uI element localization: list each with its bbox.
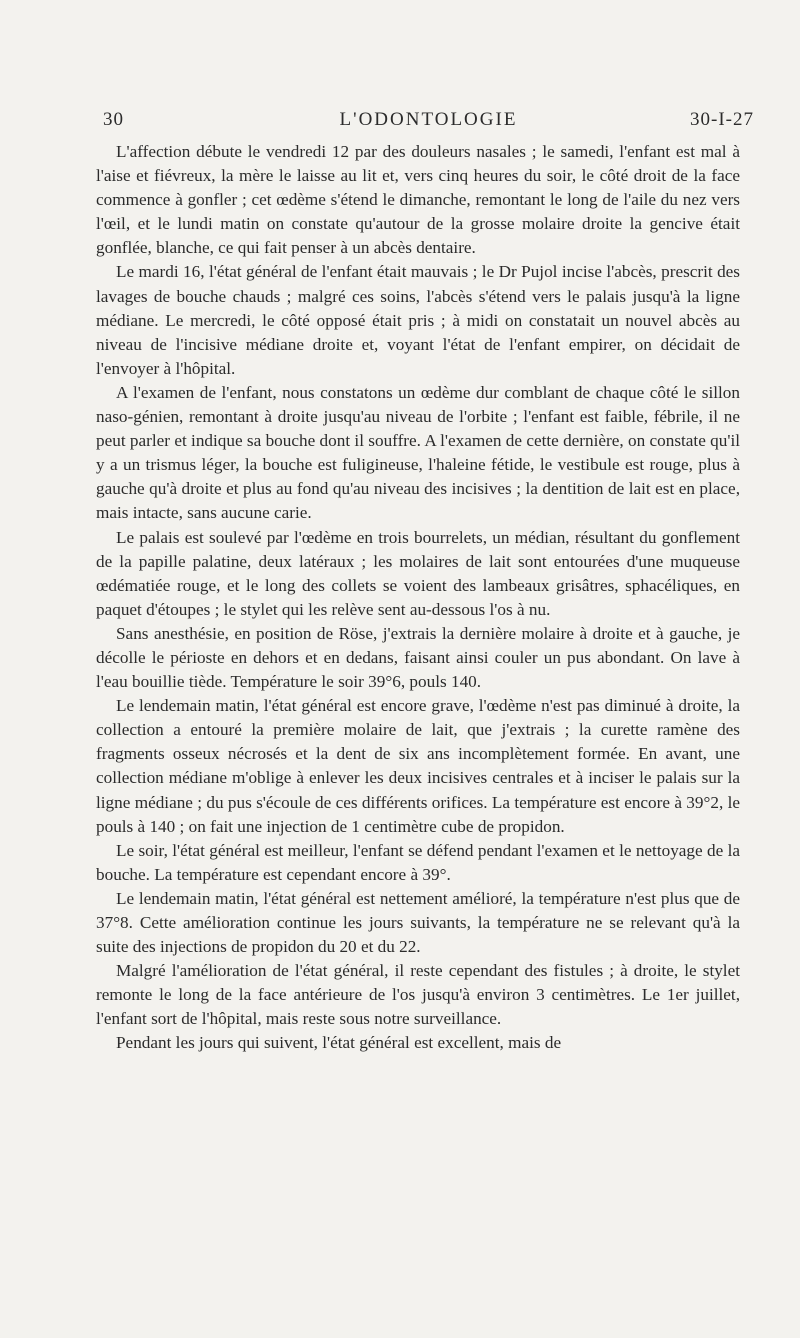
paragraph: Le lendemain matin, l'état général est nettement amélioré, la température n'est plus que de 37°8. Cette amélioration continue les jours suivants, la température ne se relevant qu'à la suite des injections de propidon du 20 et du 22. <box>96 888 740 957</box>
article-body <box>96 140 740 1056</box>
paragraph: Sans anesthésie, en position de Röse, j'extrais la dernière molaire à droite et à gauche, je décolle le périoste en dehors et en dedans, faisant ainsi couler un pus abondant. On lave à l'eau bouillie tiède. Température le soir 39°6, pouls 140. <box>96 623 740 692</box>
paragraph: Le lendemain matin, l'état général est encore grave, l'œdème n'est pas diminué à droite, la collection a entouré la première molaire de lait, que j'extrais ; la curette ramène des fragments osseux nécrosés et la dent de six ans incomplètement formée. En avant, une collection médiane m'oblige à enlever les deux incisives centrales et à inciser le palais sur la ligne médiane ; du pus s'écoule de ces différents orifices. La température est encore à 39°2, le pouls à 140 ; on fait une injection de 1 centimètre cube de propidon. <box>96 696 740 836</box>
running-title: L'ODONTOLOGIE <box>339 109 518 130</box>
paragraph: Malgré l'amélioration de l'état général, il reste cependant des fistules ; à droite, le stylet remonte le long de la face antérieure de l'os jusqu'à environ 3 centimètres. Le 1er juillet, l'enfant sort de l'hôpital, mais reste sous notre surveillance. <box>96 961 740 1029</box>
page-header <box>103 109 754 135</box>
paragraph: L'affection débute le vendredi 12 par des douleurs nasales ; le samedi, l'enfant est mal à l'aise et fiévreux, la mère le laisse au lit et, vers cinq heures du soir, le côté droit de la face commence à gonfler ; cet œdème s'étend le dimanche, remontant le long de l'aile du nez vers l'œil, et le lundi matin on constate qu'autour de la grosse molaire droite la gencive était gonflée, blanche, ce qui fait penser à un abcès dentaire. <box>96 142 740 258</box>
paragraph: Le palais est soulevé par l'œdème en trois bourrelets, un médian, résultant du gonflement de la papille palatine, deux latéraux ; les molaires de lait sont entourées d'une muqueuse œdématiée rouge, et le long des collets se voient des lambeaux grisâtres, sphacéliques, en paquet d'étoupes ; le stylet qui les relève sent au-dessous l'os à nu. <box>96 527 740 619</box>
paragraph: Le soir, l'état général est meilleur, l'enfant se défend pendant l'examen et le nettoyage de la bouche. La température est cependant encore à 39°. <box>96 840 740 884</box>
issue-date: 30-I-27 <box>690 109 754 130</box>
paragraph: Pendant les jours qui suivent, l'état général est excellent, mais de <box>116 1033 562 1053</box>
page-number: 30 <box>103 109 124 130</box>
paragraph: A l'examen de l'enfant, nous constatons un œdème dur comblant de chaque côté le sillon naso-génien, remontant à droite jusqu'au niveau de l'orbite ; l'enfant est faible, fébrile, il ne peut parler et indique sa bouche dont il souffre. A l'examen de cette dernière, on constate qu'il y a un trismus léger, la bouche est fuligineuse, l'haleine fétide, le vestibule est rouge, plus à gauche qu'à droite et plus au fond qu'au niveau des incisives ; la dentition de lait est en place, mais intacte, sans aucune carie. <box>96 382 740 523</box>
paragraph: Le mardi 16, l'état général de l'enfant était mauvais ; le Dr Pujol incise l'abcès, prescrit des lavages de bouche chauds ; malgré ces soins, l'abcès s'étend vers le palais jusqu'à la ligne médiane. Le mercredi, le côté opposé était pris ; à midi on constatait un nouvel abcès au niveau de l'incisive médiane droite et, voyant l'état de l'enfant empirer, on décidait de l'envoyer à l'hôpital. <box>96 262 740 378</box>
